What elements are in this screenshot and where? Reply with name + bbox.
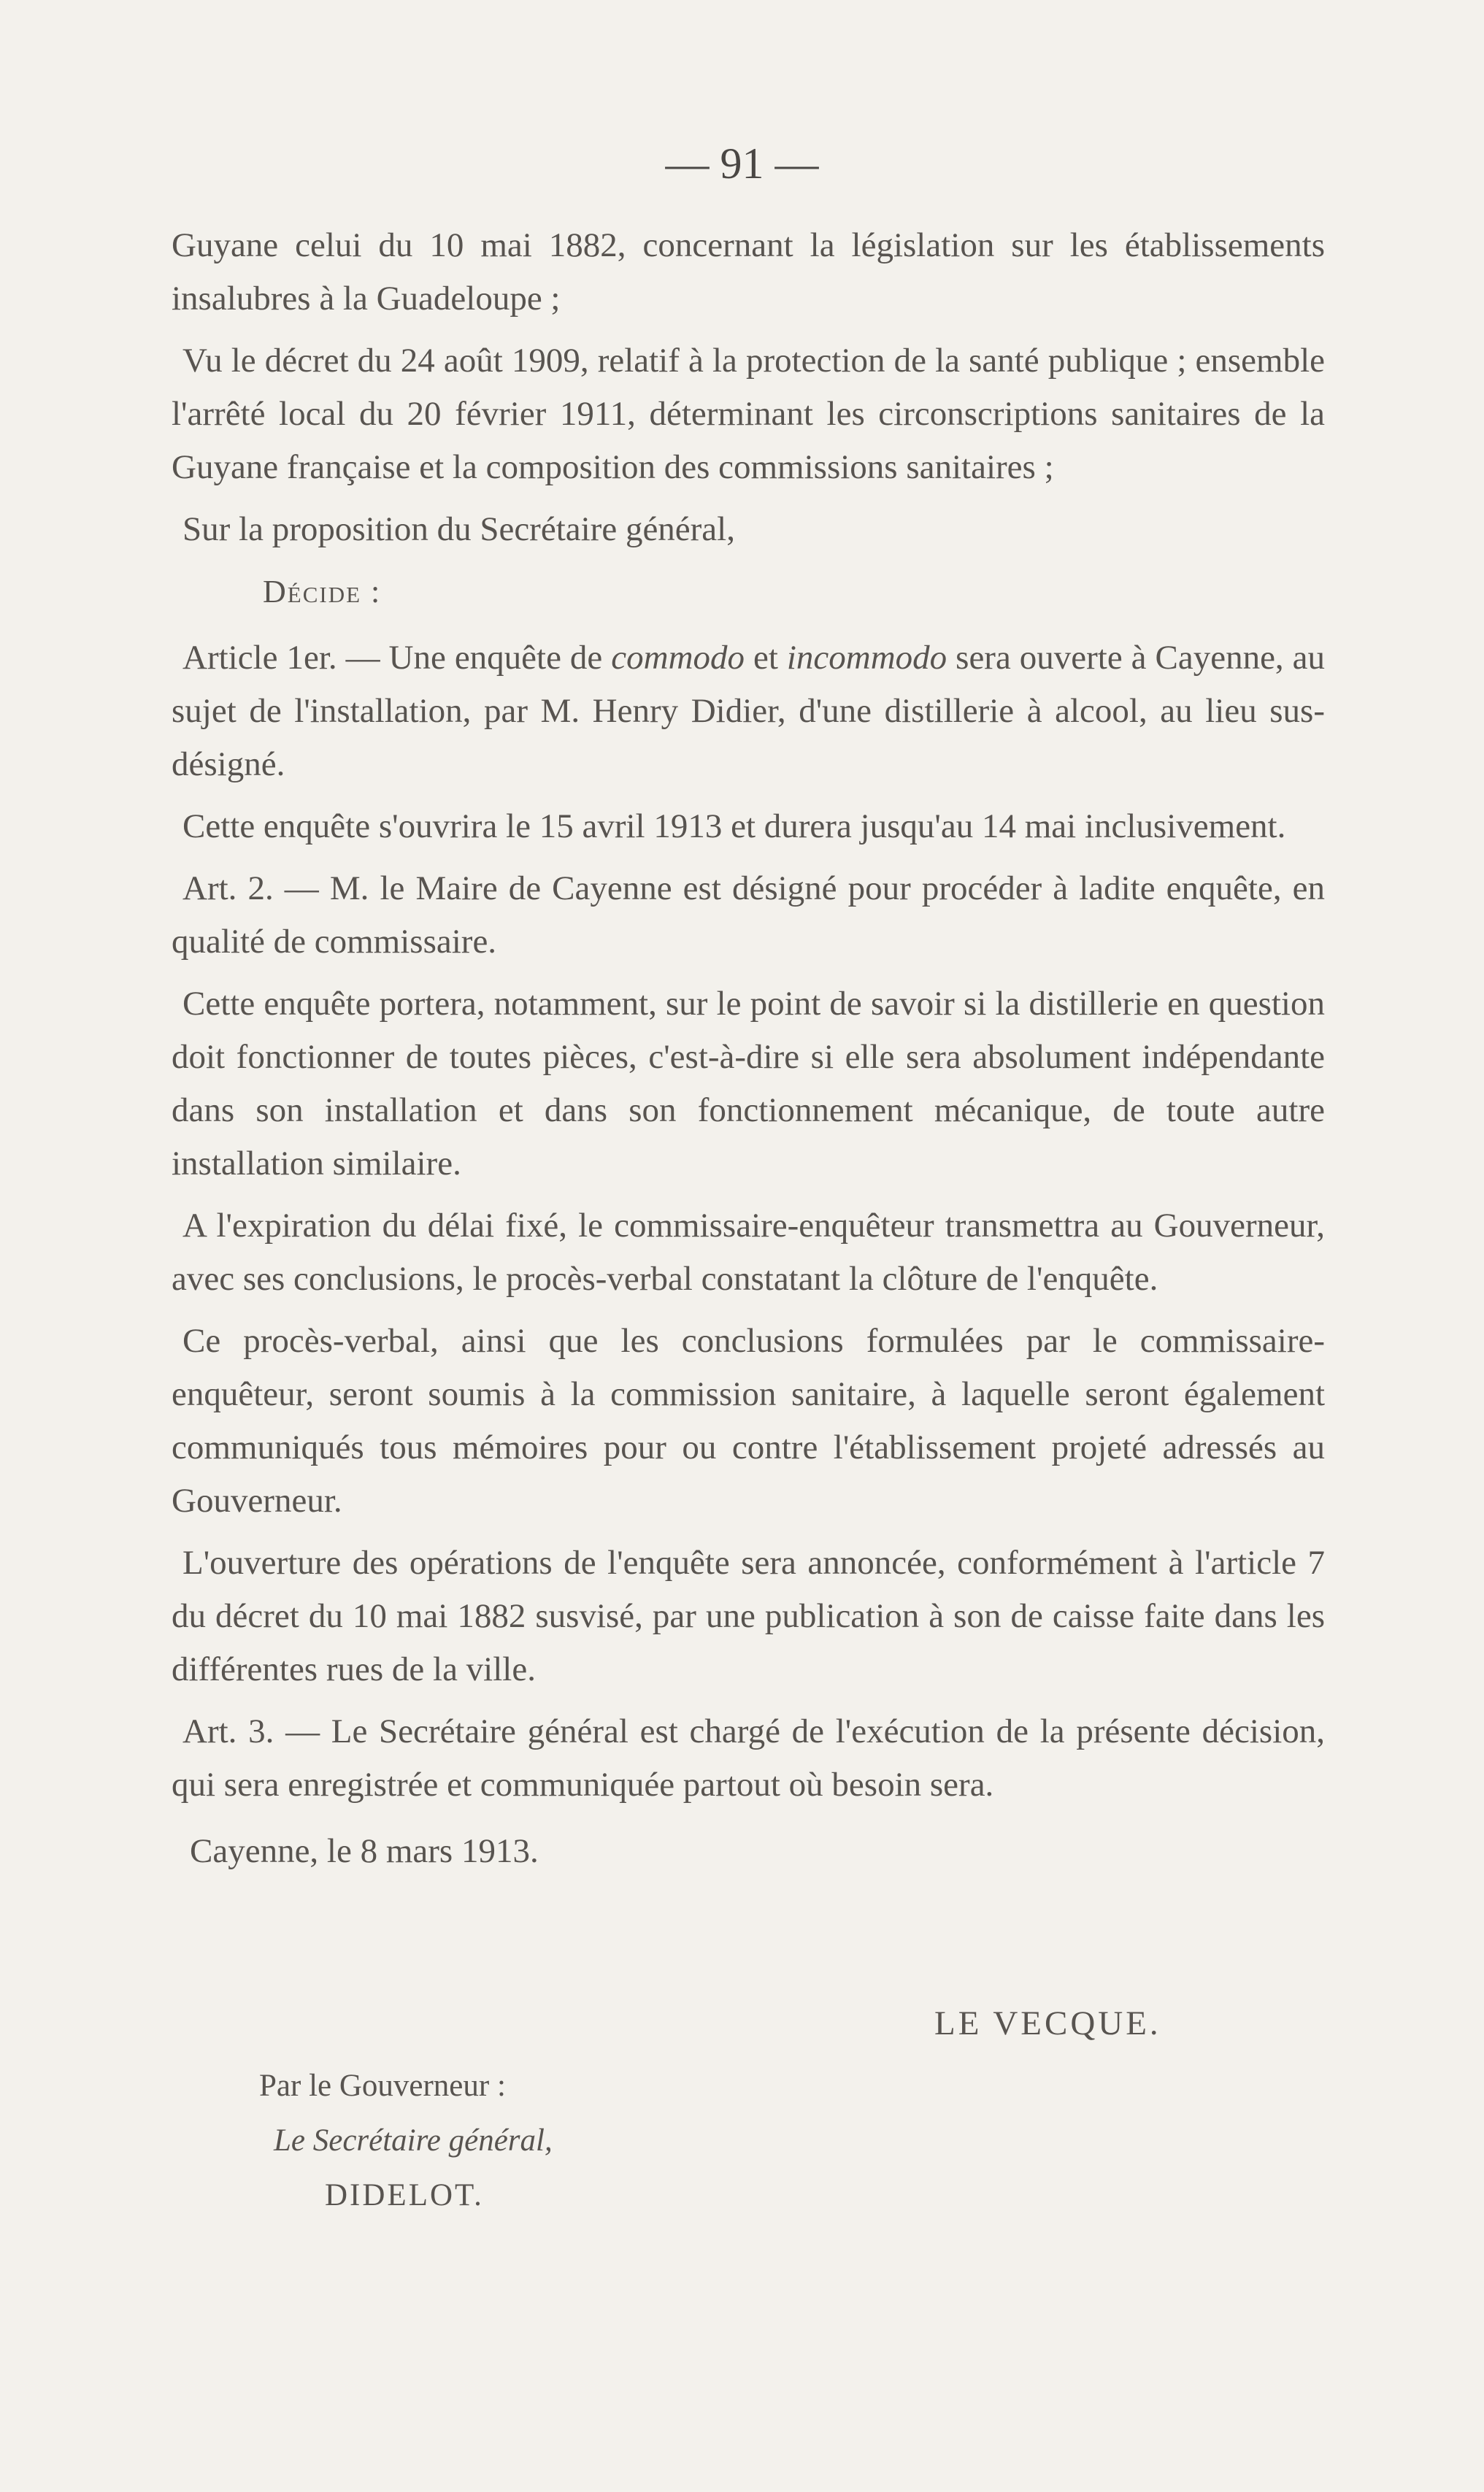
article-3: Art. 3. — Le Secrétaire général est chargé de l'exécution de la présente décision, qui sera enregistrée et communiquée partout où besoin sera. <box>172 1712 1325 1804</box>
paragraph-decree-1909: Vu le décret du 24 août 1909, relatif à la protection de la santé publique ; ensemble l'arrêté local du 20 février 1911, déterminant les circonscriptions sanitaires de la Guyane française et la composition des commissions sanitaires ; <box>172 342 1325 486</box>
paragraph-proces-verbal: Ce procès-verbal, ainsi que les conclusions formulées par le commissaire-enquêteur, seront soumis à la commission sanitaire, à laquelle seront également communiqués tous mémoires pour ou contre l'établissement projeté adressés au Gouverneur. <box>172 1322 1325 1520</box>
place-date: Cayenne, le 8 mars 1913. <box>190 1832 539 1870</box>
article-1 <box>172 631 1325 791</box>
article-1-term-incommodo: incommodo <box>786 639 947 677</box>
paragraph-enquiry-dates: Cette enquête s'ouvrira le 15 avril 1913 et durera jusqu'au 14 mai inclusivement. <box>182 807 1286 845</box>
article-1-term-commodo: commodo <box>611 639 745 677</box>
paragraph-expiration: A l'expiration du délai fixé, le commissaire-enquêteur transmettra au Gouverneur, avec ses conclusions, le procès-verbal constatant la clôture de l'enquête. <box>172 1207 1325 1298</box>
paragraph-announcement: L'ouverture des opérations de l'enquête sera annoncée, conformément à l'article 7 du décret du 10 mai 1882 susvisé, par une publication à son de caisse faite dans les différentes rues de la ville. <box>172 1544 1325 1688</box>
article-1-rest: sera ouverte à Cayenne, au sujet de l'installation, par M. Henry Didier, d'une distillerie à alcool, au lieu sus-désigné. <box>172 639 1326 783</box>
page-number: — 91 — <box>665 139 819 188</box>
decision-text <box>172 219 1325 1878</box>
governor-signature: LE VECQUE. <box>934 2004 1161 2042</box>
article-1-lead: Article 1er. — Une enquête de <box>182 639 612 677</box>
countersignature-block <box>259 2058 553 2223</box>
countersign-name: DIDELOT. <box>325 2178 484 2212</box>
decision-heading: Décide : <box>263 574 382 609</box>
countersign-role: Le Secrétaire général, <box>274 2123 553 2158</box>
paragraph-enquiry-scope: Cette enquête portera, notamment, sur le point de savoir si la distillerie en question doit fonctionner de toutes pièces, c'est-à-dire si elle sera absolument indépendante dans son installation et dans son fonctionnement mécanique, de toute autre installation similaire. <box>172 985 1325 1182</box>
countersign-by: Par le Gouverneur : <box>259 2069 506 2103</box>
paragraph-guyane-decree: Guyane celui du 10 mai 1882, concernant la législation sur les établissements insalubres à la Guadeloupe ; <box>172 226 1325 318</box>
article-2: Art. 2. — M. le Maire de Cayenne est désigné pour procéder à ladite enquête, en qualité de commissaire. <box>172 869 1325 961</box>
paragraph-proposition: Sur la proposition du Secrétaire général, <box>182 510 735 548</box>
article-1-mid: et <box>745 639 787 677</box>
